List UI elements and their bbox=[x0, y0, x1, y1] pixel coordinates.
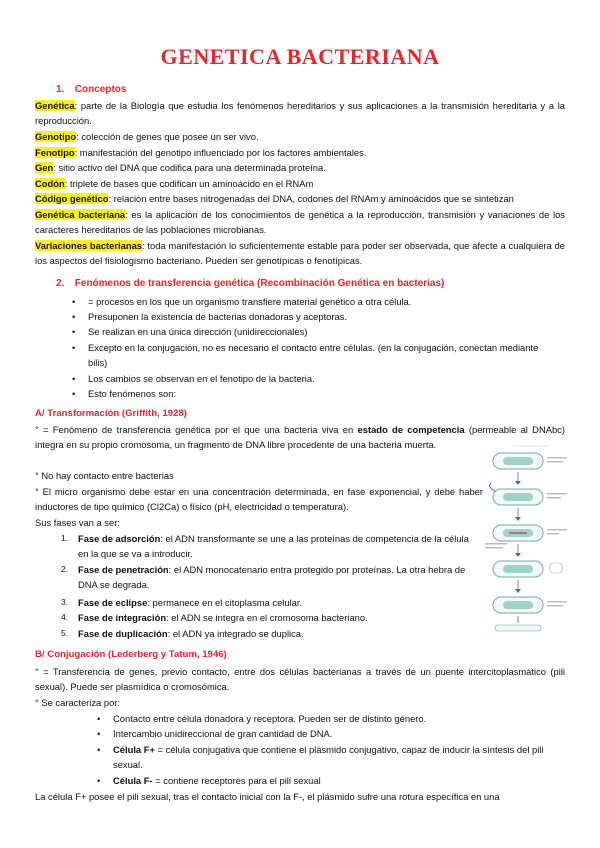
transformation-diagram bbox=[483, 443, 571, 633]
list-item-text: Esto fenómenos son: bbox=[88, 388, 177, 399]
phase-item bbox=[61, 626, 478, 641]
term-highlight: Variaciones bacterianas bbox=[35, 240, 143, 251]
phase-text: : el ADN ya integrado se duplica. bbox=[167, 628, 304, 639]
bullet-icon: • bbox=[97, 744, 101, 755]
bold-term: estado de competencia bbox=[357, 424, 465, 435]
phase-text: : permanece en el citoplasma celular. bbox=[147, 597, 303, 608]
bacteria-cell-3 bbox=[493, 525, 543, 541]
paragraph: La célula F+ posee el pili sexual, tras el contacto inicial con la F-, el plásmido sufre una rotura específica en una bbox=[35, 791, 500, 802]
bacteria-cell-6 bbox=[495, 625, 541, 631]
definition-text: : colección de genes que posee un ser vivo. bbox=[76, 131, 259, 142]
arrow-head-icon bbox=[515, 589, 521, 593]
definition-text: : es la aplicación de los conocimientos de genética a la reproducción, transmisión y variaciones de los caracteres hereditarios de las poblaciones microbianas. bbox=[35, 209, 565, 235]
phase-text: : el ADN se integra en el cromosoma bacteriano. bbox=[166, 612, 368, 623]
term-highlight: Genética bbox=[35, 100, 75, 111]
phase-number: 4. bbox=[61, 612, 69, 622]
phase-term: Fase de adsorción bbox=[78, 533, 161, 544]
list-item bbox=[72, 309, 558, 324]
phase-number: 3. bbox=[61, 597, 69, 607]
phase-term: Fase de duplicación bbox=[78, 628, 168, 639]
bold-term: Célula F+ bbox=[113, 744, 155, 755]
paragraph: Sus fases van a ser: bbox=[35, 517, 120, 528]
definition bbox=[35, 207, 565, 237]
phase-item bbox=[61, 562, 478, 592]
list-item bbox=[72, 386, 558, 401]
term-highlight: Fenotipo bbox=[35, 147, 75, 158]
bullet-icon: • bbox=[97, 775, 101, 786]
definition-text: : manifestación del genotipo influenciado por los factores ambientales. bbox=[74, 147, 367, 158]
term-highlight: Codón bbox=[35, 178, 65, 189]
phase-item bbox=[61, 610, 478, 625]
list-item bbox=[97, 726, 563, 741]
paragraph: ° = Transferencia de genes, previo contacto, entre dos células bacterianas a través de un puente intercitoplasmático (pili sexual). Puede ser plasmídica o cromosómica. bbox=[35, 666, 565, 692]
list-item-text: = procesos en los que un organismo transfiere material genético a otra célula. bbox=[88, 296, 412, 307]
list-item-text: = contiene receptores para el pili sexual bbox=[152, 775, 321, 786]
paragraph-text: ° = Fenómeno de transferencia genética por el que una bacteria viva en bbox=[35, 424, 358, 435]
bacteria-cell-2 bbox=[490, 483, 543, 505]
term-highlight: Genotipo bbox=[35, 131, 77, 142]
definition bbox=[35, 129, 565, 144]
list-item-text: Intercambio unidireccional de gran cantidad de DNA. bbox=[113, 728, 333, 739]
subsection-a-title: A/ Transformación (Griffith, 1928) bbox=[35, 408, 187, 419]
phase-number: 1. bbox=[61, 533, 69, 543]
paragraph: ° No hay contacto entre bacterias bbox=[35, 470, 174, 481]
bullet-icon: • bbox=[72, 388, 76, 399]
definition-text: : triplete de bases que codifican un aminoácido en el RNAm bbox=[64, 178, 314, 189]
paragraph: ° Se caracteriza por: bbox=[35, 697, 121, 708]
definition-text: : relación entre bases nitrogenadas del DNA, codones del RNAm y aminoácidos que se sintetizan bbox=[108, 193, 514, 204]
definition bbox=[35, 160, 565, 175]
arrow-head-icon bbox=[515, 553, 521, 557]
section-number: 1. bbox=[56, 84, 65, 95]
list-item bbox=[97, 711, 563, 726]
list-item-text: Los cambios se observan en el fenotipo de la bacteria. bbox=[88, 373, 315, 384]
phase-item bbox=[61, 595, 478, 610]
list-item-text: Se realizan en una única dirección (unidireccionales) bbox=[88, 326, 308, 337]
bacteria-cell-4 bbox=[493, 561, 563, 577]
definition-text: : toda manifestación lo suficientemente estable para poder ser observada, que afecte a cualquiera de los aspectos del fisiologismo bacteriano. Pueden ser genotípicas o fenotípicas. bbox=[35, 240, 565, 266]
phase-number: 2. bbox=[61, 564, 69, 574]
bacteria-cell-5 bbox=[493, 597, 543, 613]
phase-text: : el ADN transformante se une a las proteínas de competencia de la célula en la que se va a introducir. bbox=[78, 533, 469, 559]
arrow-head-icon bbox=[515, 481, 521, 485]
definition-text: : sitio activo del DNA que codifica para una determinada proteína. bbox=[53, 162, 326, 173]
section-number: 2. bbox=[56, 278, 65, 289]
list-item-text: Contacto entre célula donadora y receptora. Pueden ser de distinto género. bbox=[113, 713, 427, 724]
bullet-icon: • bbox=[72, 326, 76, 337]
definition bbox=[35, 238, 565, 268]
list-item bbox=[72, 294, 558, 309]
arrow-head-icon bbox=[515, 517, 521, 521]
term-highlight: Gen bbox=[35, 162, 54, 173]
phase-number: 5. bbox=[61, 628, 69, 638]
phase-term: Fase de integración bbox=[78, 612, 167, 623]
list-item bbox=[72, 324, 558, 339]
phase-term: Fase de eclipse bbox=[78, 597, 148, 608]
term-highlight: Genética bacteriana bbox=[35, 209, 126, 220]
bullet-icon: • bbox=[72, 311, 76, 322]
bullet-icon: • bbox=[72, 373, 76, 384]
section-1-heading bbox=[56, 84, 126, 95]
paragraph: ° El micro organismo debe estar en una concentración determinada, en fase exponencial, y debe haber inductores de tipo químico (Cl2Ca) o físico (pH, electricidad o temperatura). bbox=[35, 486, 483, 512]
phase-item bbox=[61, 531, 478, 561]
definition-text: : parte de la Biología que estudia los fenómenos hereditarios y sus aplicaciones a la transmisión hereditaria y a la reproducción. bbox=[35, 100, 565, 126]
list-item-text: = célula conjugativa que contiene el plásmido conjugativo, capaz de inducir la síntesis del pili sexual. bbox=[113, 744, 544, 770]
bullet-icon: • bbox=[72, 296, 76, 307]
phase-term: Fase de penetración bbox=[78, 564, 169, 575]
list-item-text: Presuponen la existencia de bacterias donadoras y aceptoras. bbox=[88, 311, 348, 322]
bullet-icon: • bbox=[97, 713, 101, 724]
section-title: Fenómenos de transferencia genética (Recombinación Genética en bacterias) bbox=[74, 278, 445, 289]
list-item bbox=[97, 773, 563, 788]
list-item bbox=[97, 742, 563, 772]
term-highlight: Código genético bbox=[35, 193, 109, 204]
list-item-text: Excepto en la conjugación, no es necesario el contacto entre células. (en la conjugación, conectan mediante bilis) bbox=[88, 342, 539, 368]
bacteria-cell-1 bbox=[493, 453, 543, 469]
bullet-icon: • bbox=[72, 342, 76, 353]
list-item bbox=[72, 371, 558, 386]
bullet-icon: • bbox=[97, 728, 101, 739]
phase-text: : el ADN monocatenario entra protegido por proteínas. La otra hebra de DNA se degrada. bbox=[78, 564, 466, 590]
paragraph-text: (permeable al DNAbc) integra en su propio cromosoma, un fragmento de DNA libre procedente de una bacteria muerta. bbox=[35, 424, 565, 450]
page-title: GENETICA BACTERIANA bbox=[160, 44, 440, 69]
section-title: Conceptos bbox=[74, 84, 127, 95]
definition bbox=[35, 176, 565, 191]
bold-term: Célula F- bbox=[113, 775, 153, 786]
section-2-heading bbox=[56, 278, 444, 289]
definition bbox=[35, 98, 565, 128]
subsection-b-title: B/ Conjugación (Lederberg y Tatum, 1946) bbox=[35, 649, 227, 660]
definition bbox=[35, 145, 565, 160]
definition bbox=[35, 191, 565, 206]
list-item bbox=[72, 340, 558, 370]
